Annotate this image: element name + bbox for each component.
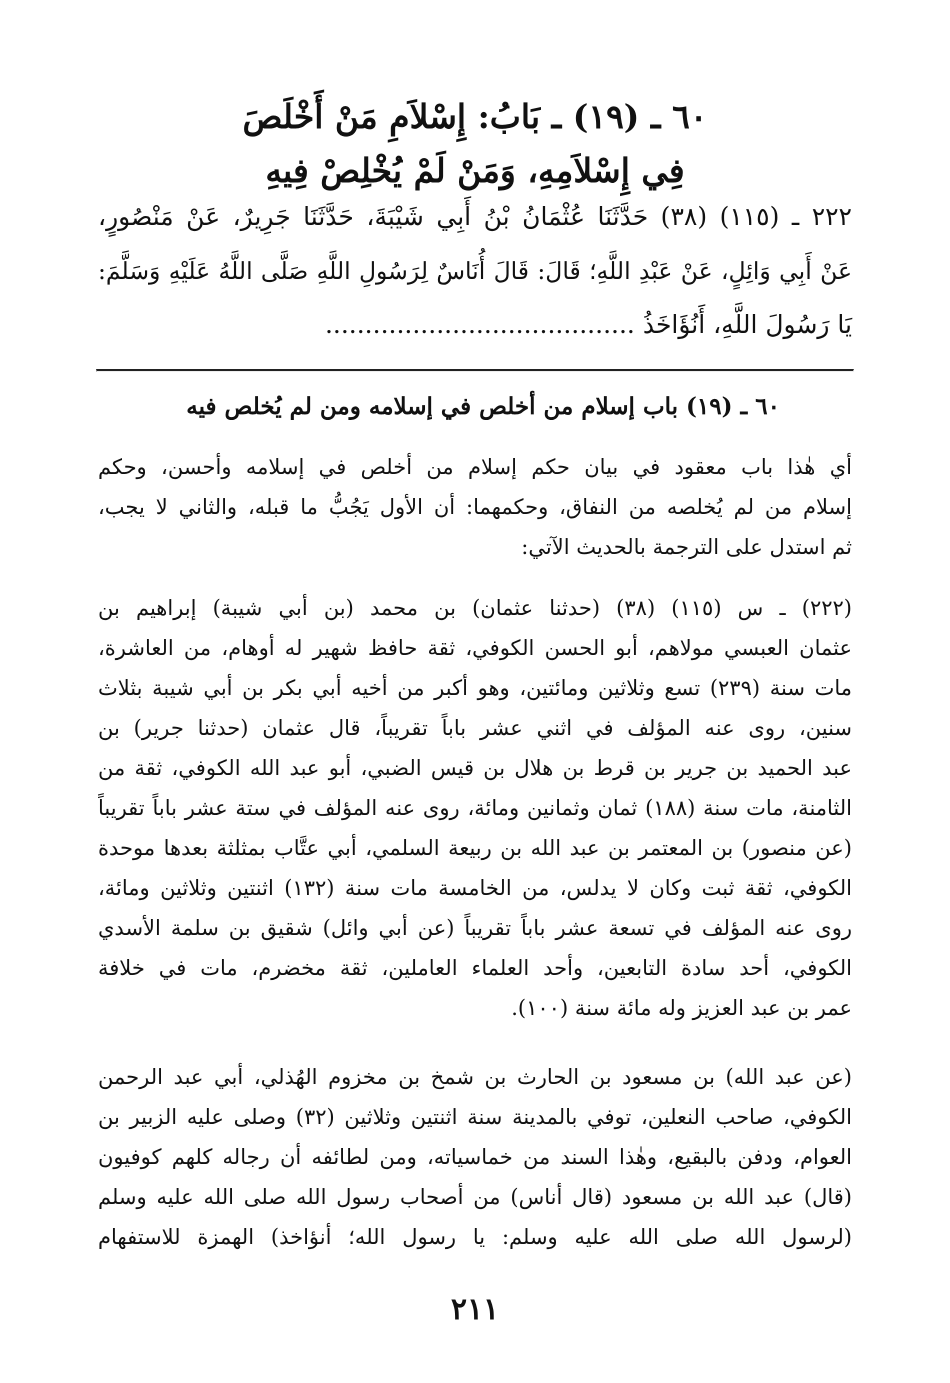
para2-line-2: عثمان العبسي مولاهم، أبو الحسن الكوفي، ثقة حافظ شهير له أوهام، من العاشرة، <box>98 636 852 660</box>
hadith-line-3-text: يَا رَسُولَ اللَّهِ، أَنُؤَاخَذُ <box>642 310 852 339</box>
para3-line-1: (عن عبد الله) بن مسعود بن الحارث بن شمخ بن مخزوم الهُذلي، أبي عبد الرحمن <box>98 1065 852 1089</box>
para2-line-11: عمر بن عبد العزيز وله مائة سنة (١٠٠). <box>511 996 852 1020</box>
para3-line-2: الكوفي، صاحب النعلين، توفي بالمدينة سنة اثنتين وثلاثين (٣٢) وصلى عليه الزبير بن <box>98 1105 852 1129</box>
para1-line-2: إسلام من لم يُخلصه من النفاق، وحكمهما: أن الأول يَجُبُّ ما قبله، والثاني لا يجب، <box>98 495 852 519</box>
para3-line-5: (لرسول الله صلى الله عليه وسلم: يا رسول الله؛ أنؤاخذ) الهمزة للاستفهام <box>98 1225 852 1249</box>
hadith-ellipsis: ....................................... <box>324 310 635 339</box>
hadith-line-2: عَنْ أَبِي وَائِلٍ، عَنْ عَبْدِ اللَّهِ؛ قَالَ: قَالَ أُنَاسٌ لِرَسُولِ اللَّهِ صَلَّى اللَّهُ عَلَيْهِ وَسَلَّمَ: <box>98 257 852 285</box>
para3-line-3: العوام، ودفن بالبقيع، وهٰذا السند من خماسياته، ومن لطائفه أن رجاله كلهم كوفيون <box>98 1145 852 1169</box>
hadith-line-3 <box>98 307 852 343</box>
chapter-title-line-1: ٦٠ ـ (١٩) ـ بَابُ: إِسْلاَمِ مَنْ أَخْلَصَ <box>242 97 708 136</box>
para2-line-9: روى عنه المؤلف في تسعة عشر باباً تقريباً (عن أبي وائل) شقيق بن سلمة الأسدي <box>98 916 852 940</box>
para1-line-3: ثم استدل على الترجمة بالحديث الآتي: <box>521 535 852 559</box>
para2-line-3: مات سنة (٢٣٩) تسع وثلاثين ومائتين، وهو أكبر من أخيه أبي بكر بن أبي شيبة بثلاث <box>98 676 852 700</box>
para3-line-4: (قال) عبد الله بن مسعود (قال أناس) من أصحاب رسول الله صلى الله عليه وسلم <box>98 1185 852 1209</box>
para2-line-5: عبد الحميد بن جرير بن قرط بن هلال بن قيس الضبي، أبو عبد الله الكوفي، ثقة من <box>98 756 852 780</box>
para2-line-4: سنين، روى عنه المؤلف في اثني عشر باباً تقريباً، قال عثمان (حدثنا جرير) بن <box>98 716 852 740</box>
section-divider <box>96 369 854 372</box>
hadith-line-1: ٢٢٢ ـ (١١٥) (٣٨) حَدَّثَنَا عُثْمَانُ بْنُ أَبِي شَيْبَةَ، حَدَّثَنَا جَرِيرٌ، عَنْ مَنْصُورٍ، <box>98 202 852 231</box>
para1-line-1: أي هٰذا باب معقود في بيان حكم إسلام من أخلص في إسلامه وأحسن، وحكم <box>98 455 852 479</box>
para2-line-6: الثامنة، مات سنة (١٨٨) ثمان وثمانين ومائة، روى عنه المؤلف في ستة عشر باباً تقريباً <box>98 796 852 820</box>
para2-line-10: الكوفي، أحد سادة التابعين، وأحد العلماء العاملين، ثقة مخضرم، مات في خلافة <box>98 956 852 980</box>
commentary-section-title: ٦٠ ـ (١٩) باب إسلام من أخلص في إسلامه ومن لم يُخلص فيه <box>186 393 780 420</box>
para2-line-7: (عن منصور) بن المعتمر بن عبد الله بن ربيعة السلمي، أبي عتَّاب بمثلثة بعدها موحدة <box>98 836 852 860</box>
chapter-title-line-2: فِي إِسْلاَمِهِ، وَمَنْ لَمْ يُخْلِصْ فِيهِ <box>265 151 685 190</box>
para2-line-8: الكوفي، ثقة ثبت وكان لا يدلس، من الخامسة مات سنة (١٣٢) اثنتين وثلاثين ومائة، <box>98 876 852 900</box>
para2-line-1: (٢٢٢) ـ س (١١٥) (٣٨) (حدثنا عثمان) بن محمد (بن أبي شيبة) إبراهيم بن <box>98 596 852 620</box>
page-number: ٢١١ <box>450 1292 500 1327</box>
